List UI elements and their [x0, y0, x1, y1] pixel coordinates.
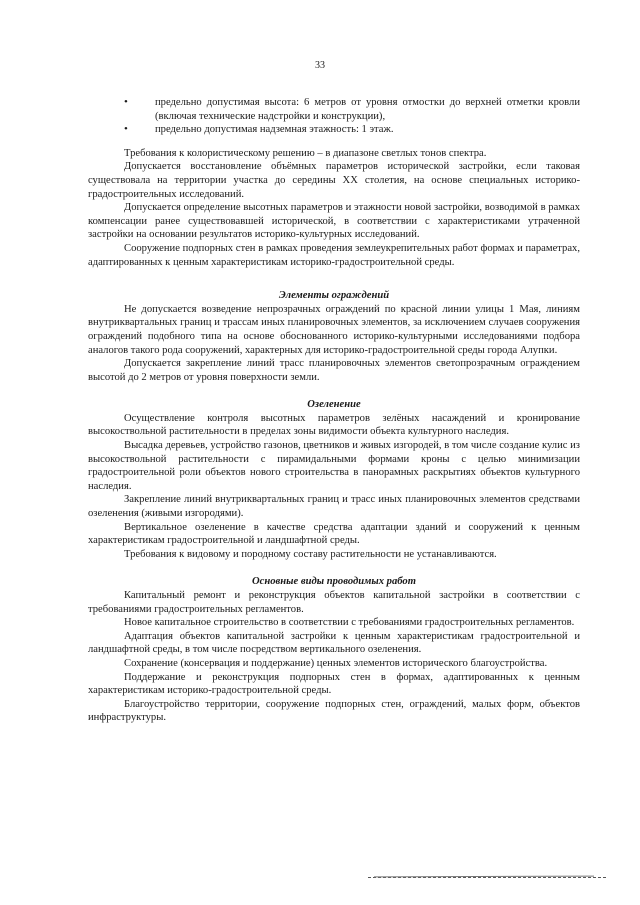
- height-requirements-list: [88, 96, 580, 137]
- paragraph: Допускается определение высотных параметров и этажности новой застройки, возводимой в рамках компенсации ранее существовавшей исторической, в соответствии с характеристиками утраченной застройки на основании результатов историко-культурных исследований.: [88, 202, 580, 241]
- paragraph: Адаптация объектов капитальной застройки к ценным характеристикам градостроительной и ландшафтной среды, в том числе посредством вертикального озеленения.: [88, 630, 580, 656]
- paragraph: Осуществление контроля высотных параметров зелёных насаждений и кронирование высокоствольной растительности в пределах зоны видимости объекта культурного наследия.: [88, 412, 580, 438]
- list-item: • предельно допустимая надземная этажность: 1 этаж.: [124, 123, 580, 137]
- paragraph: Закрепление линий внутриквартальных границ и трасс иных планировочных элементов средствами озеленения (живыми изгородями).: [88, 494, 580, 520]
- paragraph: Поддержание и реконструкция подпорных стен в формах, адаптированных к ценным характеристикам историко-градостроительной среды.: [88, 671, 580, 697]
- paragraph: Высадка деревьев, устройство газонов, цветников и живых изгородей, в том числе создание кулис из высокоствольной растительности с пирамидальными формами кроны с целью минимизации градостроительной роли объектов нового строительства в панорамных раскрытиях объектов культурного наследия.: [88, 440, 580, 492]
- paragraph: Капитальный ремонт и реконструкция объектов капитальной застройки в соответствии с требованиями градостроительных регламентов.: [88, 590, 580, 615]
- intro-block: [88, 147, 580, 269]
- paragraph: Новое капитальное строительство в соответствии с требованиями градостроительных регламентов.: [124, 617, 575, 629]
- signature-line: [368, 877, 606, 880]
- section-title: Элементы ограждений: [278, 290, 390, 302]
- section-works: [88, 575, 580, 725]
- paragraph: Требования к колористическому решению – в диапазоне светлых тонов спектра.: [124, 147, 487, 159]
- paragraph: Сохранение (консервация и поддержание) ценных элементов исторического благоустройства.: [124, 657, 548, 669]
- paragraph: Требования к видовому и породному составу растительности не устанавливаются.: [124, 548, 497, 560]
- paragraph: Вертикальное озеленение в качестве средства адаптации зданий и сооружений к ценным характеристикам градостроительной и ландшафтной среды.: [88, 521, 580, 547]
- document-body: [88, 96, 580, 725]
- section-greening: [88, 398, 580, 561]
- paragraph: Допускается закрепление линий трасс планировочных элементов светопрозрачным ограждением высотой до 2 метров от уровня поверхности земли.: [88, 358, 580, 383]
- section-title: Озеленение: [307, 399, 361, 411]
- section-fences: [88, 289, 580, 384]
- paragraph: Допускается восстановление объёмных параметров исторической застройки, если таковая существовала на территории участка до середины XX столетия, на основе специальных историко-градостроительных исследований.: [88, 161, 580, 200]
- paragraph: Благоустройство территории, сооружение подпорных стен, ограждений, малых форм, объектов инфраструктуры.: [88, 698, 580, 724]
- list-item: • предельно допустимая высота: 6 метров от уровня отмостки до верхней отметки кровли (включая технические надстройки и конструкции),: [124, 96, 580, 123]
- paragraph: Не допускается возведение непрозрачных ограждений по красной линии улицы 1 Мая, линиям внутриквартальных границ и трассам иных планировочных элементов, за исключением случаев сооружения ограждений подобного типа на основе обоснованного историко-культурными исследованиями подбора аналогов такого рода сооружений, характерных для историко-градостроительной среды города Алупки.: [88, 303, 580, 356]
- paragraph: Сооружение подпорных стен в рамках проведения землеукрепительных работ формах и параметрах, адаптированных к ценным характеристикам историко-градостроительной среды.: [88, 242, 580, 268]
- section-title: Основные виды проводимых работ: [252, 576, 416, 588]
- page-number: 33: [315, 60, 325, 71]
